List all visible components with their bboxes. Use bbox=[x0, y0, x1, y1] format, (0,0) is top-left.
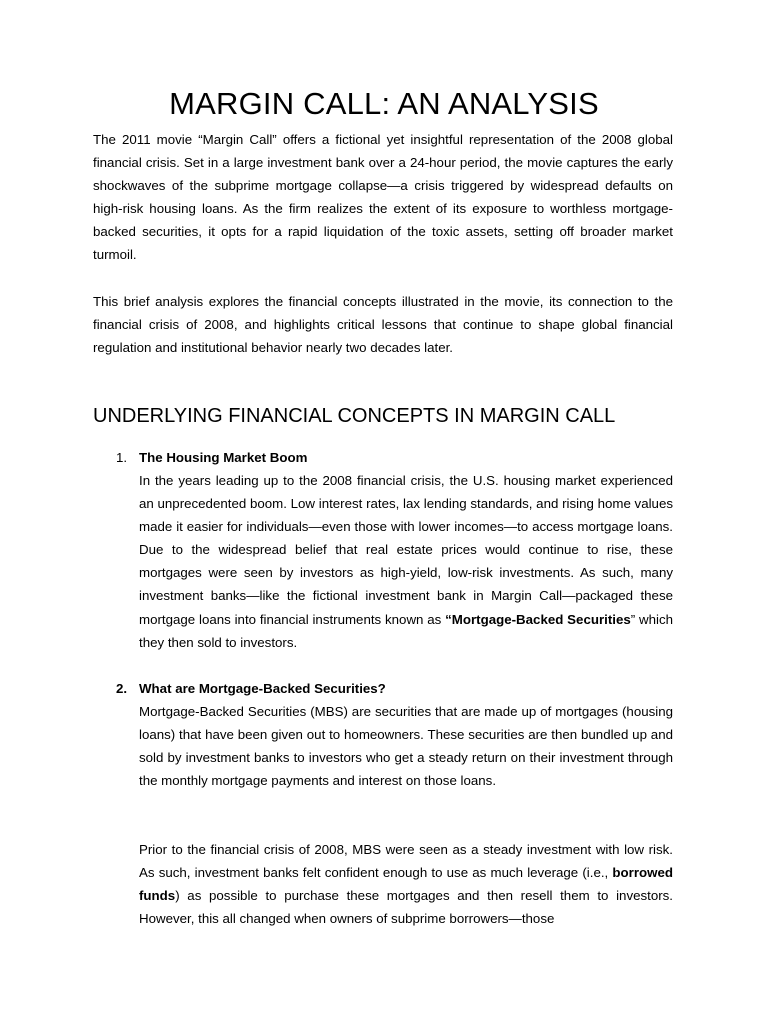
list-item-body-2 bbox=[139, 838, 673, 930]
bold-term: “Mortgage-Backed Securities bbox=[445, 611, 631, 627]
list-item-title: What are Mortgage-Backed Securities? bbox=[139, 681, 386, 696]
body-text: In the years leading up to the 2008 financial crisis, the U.S. housing market experienced an unprecedented boom. Low interest rates, lax lending standards, and rising home values made it easier for individuals—even those with lower incomes—to access mortgage loans. Due to the widespread belief that real estate prices would continue to rise, these mortgages were seen by investors as high-yield, low-risk investments. As such, many investment banks—like the fictional investment bank in Margin Call—packaged these mortgage loans into financial instruments known as bbox=[139, 473, 673, 627]
body-text-end: ” which they then sold to investors. bbox=[139, 611, 673, 650]
list-item-title: The Housing Market Boom bbox=[139, 450, 308, 465]
list-item-body-1: Mortgage-Backed Securities (MBS) are securities that are made up of mortgages (housing loans) that have been given out to homeowners. These securities are then bundled up and sold by investment banks to investors who get a steady return on their investment through the monthly mortgage payments and interest on those loans. bbox=[139, 704, 673, 789]
body-text-end: ) as possible to purchase these mortgages and then resell them to investors. However, this all changed when owners of subprime borrowers—those bbox=[139, 888, 673, 927]
page-title: MARGIN CALL: AN ANALYSIS bbox=[169, 86, 599, 121]
list-number: 2. bbox=[116, 681, 128, 696]
list-number: 1. bbox=[116, 450, 128, 465]
intro-paragraph-1: The 2011 movie “Margin Call” offers a fictional yet insightful representation of the 2008 global financial crisis. Set in a large investment bank over a 24-hour period, the movie captures the early shockwaves of the subprime mortgage collapse—a crisis triggered by widespread defaults on high-risk housing loans. As the firm realizes the extent of its exposure to worthless mortgage-backed securities, it opts for a rapid liquidation of the toxic assets, setting off broader market turmoil. bbox=[93, 132, 673, 263]
intro-paragraph-2: This brief analysis explores the financial concepts illustrated in the movie, its connection to the financial crisis of 2008, and highlights critical lessons that continue to shape global financial regulation and institutional behavior nearly two decades later. bbox=[93, 294, 673, 356]
bold-term: borrowed funds bbox=[139, 865, 673, 904]
list-item-body bbox=[139, 469, 673, 654]
section-heading: UNDERLYING FINANCIAL CONCEPTS IN MARGIN CALL bbox=[93, 405, 616, 427]
body-text: Prior to the financial crisis of 2008, MBS were seen as a steady investment with low risk. As such, investment banks felt confident enough to use as much leverage (i.e., bbox=[139, 842, 673, 881]
